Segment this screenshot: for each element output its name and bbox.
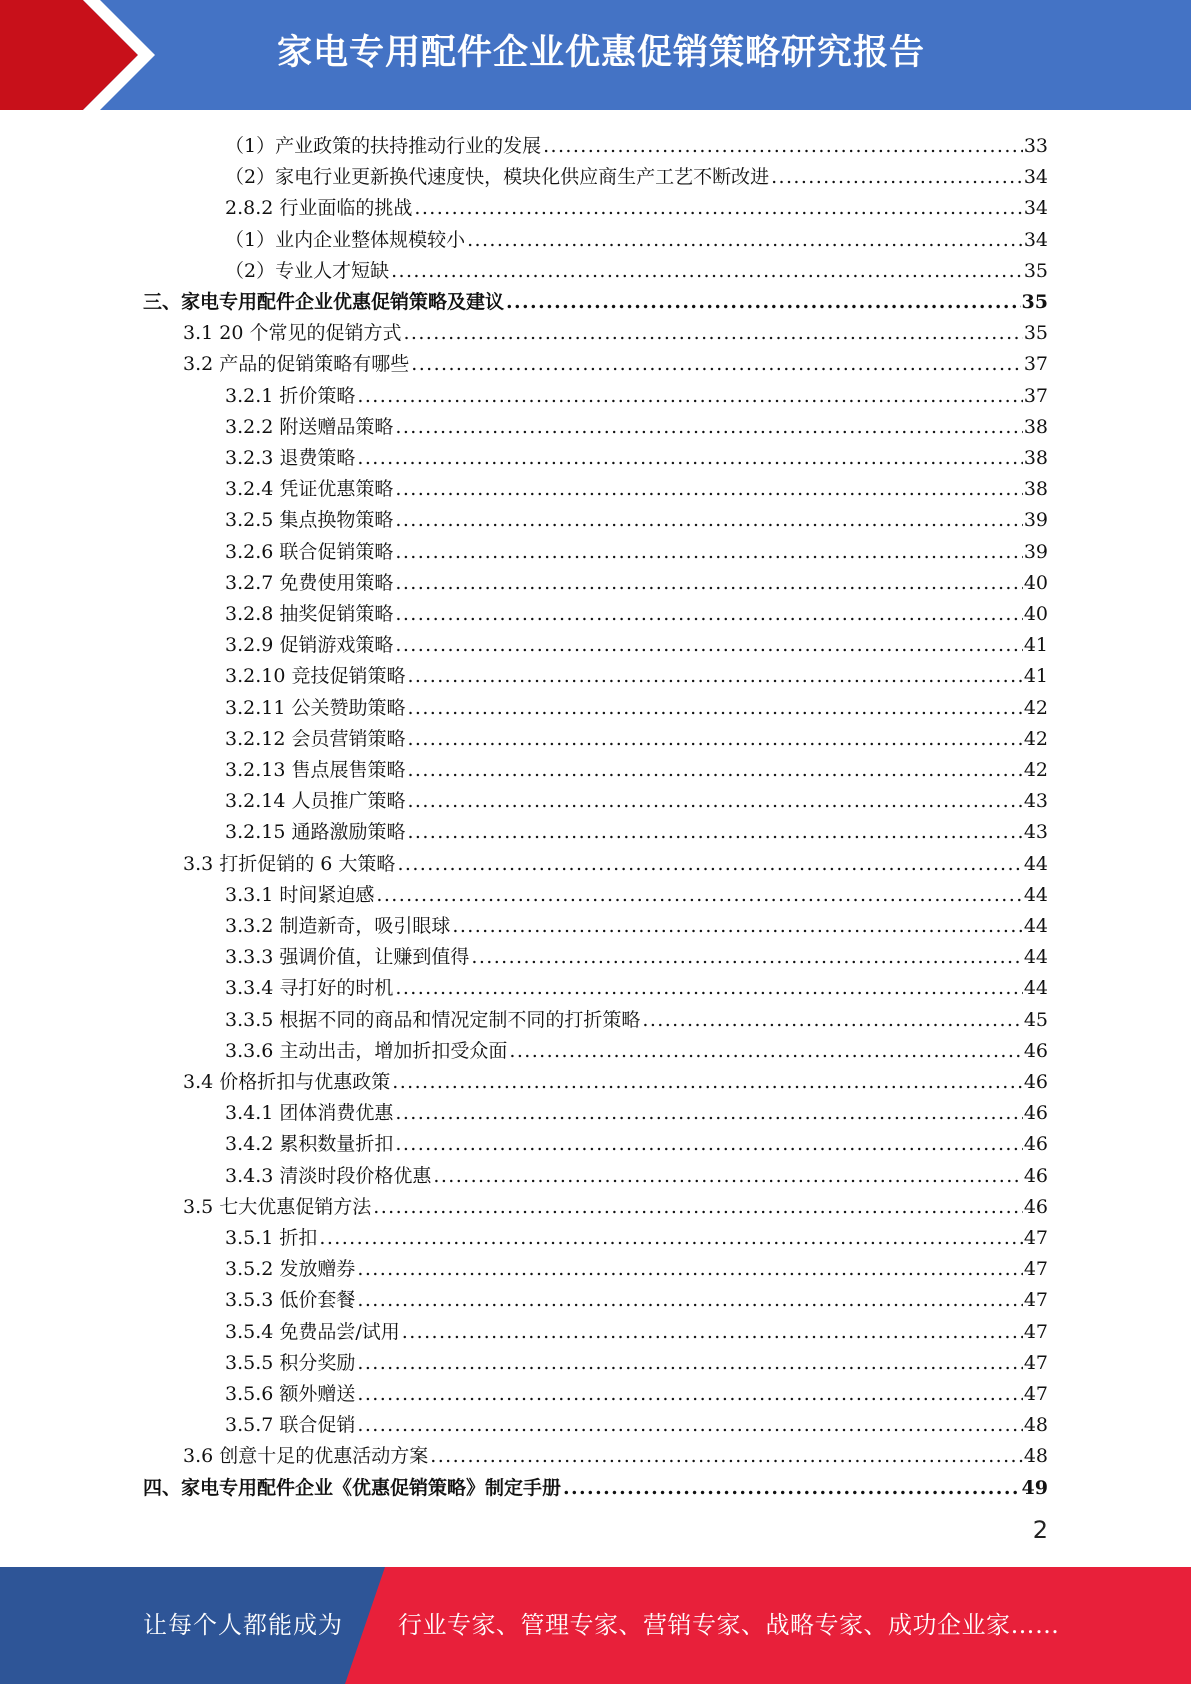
toc-entry-page: 34: [1023, 197, 1048, 219]
toc-leader-dots: [402, 1319, 1023, 1345]
toc-entry-label: 3.2.10 竞技促销策略: [225, 665, 406, 687]
toc-entry-page: 45: [1023, 1009, 1048, 1031]
toc-entry-page: 43: [1023, 790, 1048, 812]
toc-leader-dots: [395, 570, 1022, 596]
toc-entry-label: 2.8.2 行业面临的挑战: [225, 197, 413, 219]
toc-entry[interactable]: [183, 1189, 1048, 1220]
page-number: 2: [1032, 1516, 1048, 1544]
toc-entry-label: 3.5 七大优惠促销方法: [183, 1196, 372, 1218]
toc-entry[interactable]: [225, 1158, 1048, 1189]
toc-entry-label: 3.3 打折促销的 6 大策略: [183, 853, 396, 875]
toc-entry-label: 3.3.4 寻打好的时机: [225, 977, 394, 999]
toc-entry[interactable]: [225, 752, 1048, 783]
toc-entry[interactable]: [225, 1126, 1048, 1157]
toc-entry-page: 34: [1023, 229, 1048, 251]
toc-entry[interactable]: [225, 1345, 1048, 1376]
toc-entry-page: 46: [1023, 1196, 1048, 1218]
toc-leader-dots: [407, 695, 1022, 721]
toc-entry-label: 3.2.4 凭证优惠策略: [225, 478, 394, 500]
toc-entry[interactable]: [225, 1314, 1048, 1345]
toc-entry[interactable]: [225, 690, 1048, 721]
toc-entry[interactable]: [225, 627, 1048, 658]
toc-entry-label: 3.5.2 发放赠券: [225, 1258, 356, 1280]
toc-leader-dots: [467, 227, 1023, 253]
toc-leader-dots: [395, 539, 1022, 565]
toc-entry-page: 38: [1023, 416, 1048, 438]
toc-entry-label: （2）专业人才短缺: [225, 260, 390, 282]
toc-entry-page: 34: [1023, 166, 1048, 188]
toc-entry-label: 3.5.5 积分奖励: [225, 1352, 356, 1374]
toc-entry[interactable]: [225, 190, 1048, 221]
toc-leader-dots: [395, 476, 1022, 502]
toc-entry-page: 46: [1023, 1071, 1048, 1093]
toc-entry[interactable]: [143, 284, 1048, 315]
toc-entry[interactable]: [225, 440, 1048, 471]
toc-entry-page: 42: [1023, 728, 1048, 750]
toc-entry-label: 3.6 创意十足的优惠活动方案: [183, 1445, 429, 1467]
toc-leader-dots: [357, 1412, 1022, 1438]
toc-entry-page: 44: [1023, 853, 1048, 875]
toc-entry-label: 3.5.6 额外赠送: [225, 1383, 356, 1405]
toc-leader-dots: [407, 663, 1022, 689]
toc-entry-page: 43: [1023, 821, 1048, 843]
toc-entry-label: 3.2.7 免费使用策略: [225, 572, 394, 594]
toc-entry[interactable]: [183, 846, 1048, 877]
toc-entry[interactable]: [225, 1251, 1048, 1282]
toc-entry[interactable]: [225, 471, 1048, 502]
toc-entry-label: 3.4.2 累积数量折扣: [225, 1133, 394, 1155]
toc-entry-page: 47: [1023, 1352, 1048, 1374]
toc-entry-label: 3.3.1 时间紧迫感: [225, 884, 375, 906]
toc-leader-dots: [319, 1225, 1022, 1251]
toc-entry-page: 39: [1023, 541, 1048, 563]
toc-leader-dots: [642, 1007, 1022, 1033]
toc-entry-page: 33: [1023, 135, 1048, 157]
toc-leader-dots: [407, 788, 1022, 814]
toc-entry-label: 3.3.2 制造新奇，吸引眼球: [225, 915, 451, 937]
toc-entry-page: 48: [1023, 1445, 1048, 1467]
toc-entry[interactable]: [225, 378, 1048, 409]
toc-entry[interactable]: [225, 502, 1048, 533]
toc-leader-dots: [411, 351, 1023, 377]
toc-entry-page: 41: [1023, 634, 1048, 656]
toc-entry-page: 47: [1023, 1289, 1048, 1311]
toc-entry[interactable]: [183, 1438, 1048, 1469]
toc-leader-dots: [397, 851, 1022, 877]
toc-entry-page: 46: [1023, 1102, 1048, 1124]
toc-entry[interactable]: [225, 222, 1048, 253]
toc-leader-dots: [376, 882, 1022, 908]
toc-leader-dots: [414, 195, 1022, 221]
report-title: 家电专用配件企业优惠促销策略研究报告: [277, 33, 926, 73]
toc-leader-dots: [452, 913, 1022, 939]
toc-entry[interactable]: [225, 1376, 1048, 1407]
header-bar: [0, 0, 1191, 110]
toc-entry[interactable]: [225, 596, 1048, 627]
toc-entry-label: （2）家电行业更新换代速度快，模块化供应商生产工艺不断改进: [225, 166, 770, 188]
footer-slogan-right: 行业专家、管理专家、营销专家、战略专家、成功企业家……: [398, 1611, 1060, 1639]
toc-entry-page: 35: [1021, 291, 1048, 313]
toc-entry[interactable]: [225, 128, 1048, 159]
toc-entry[interactable]: [225, 1282, 1048, 1313]
toc-leader-dots: [509, 1038, 1022, 1064]
toc-leader-dots: [395, 975, 1022, 1001]
toc-leader-dots: [407, 726, 1022, 752]
toc-entry-page: 44: [1023, 884, 1048, 906]
toc-entry-label: （1）业内企业整体规模较小: [225, 229, 466, 251]
toc-leader-dots: [563, 1475, 1021, 1501]
toc-leader-dots: [357, 1381, 1022, 1407]
toc-entry-label: 3.3.5 根据不同的商品和情况定制不同的打折策略: [225, 1009, 641, 1031]
toc-entry-page: 42: [1023, 697, 1048, 719]
toc-entry-label: 3.2.3 退费策略: [225, 447, 356, 469]
toc-leader-dots: [471, 944, 1022, 970]
toc-entry[interactable]: [225, 159, 1048, 190]
toc-entry-page: 39: [1023, 509, 1048, 531]
toc-entry-label: （1）产业政策的扶持推动行业的发展: [225, 135, 542, 157]
toc-entry-label: 3.2.13 售点展售策略: [225, 759, 406, 781]
toc-entry-label: 3.5.4 免费品尝/试用: [225, 1321, 400, 1343]
toc-leader-dots: [395, 414, 1022, 440]
toc-entry-page: 41: [1023, 665, 1048, 687]
toc-leader-dots: [407, 757, 1022, 783]
toc-entry-label: 3.4.3 清淡时段价格优惠: [225, 1165, 432, 1187]
toc-leader-dots: [395, 601, 1022, 627]
toc-entry[interactable]: [225, 1407, 1048, 1438]
toc-entry-page: 44: [1023, 977, 1048, 999]
toc-entry-page: 46: [1023, 1040, 1048, 1062]
toc-leader-dots: [357, 383, 1022, 409]
toc-entry-label: 3.2.12 会员营销策略: [225, 728, 406, 750]
toc-entry[interactable]: [225, 1095, 1048, 1126]
toc-entry[interactable]: [225, 814, 1048, 845]
toc-leader-dots: [357, 1256, 1022, 1282]
toc-entry[interactable]: [225, 877, 1048, 908]
toc-entry-label: 3.2.5 集点换物策略: [225, 509, 394, 531]
toc-entry-label: 3.2 产品的促销策略有哪些: [183, 353, 410, 375]
toc-entry-page: 49: [1021, 1477, 1048, 1499]
toc-entry-label: 3.2.11 公关赞助策略: [225, 697, 406, 719]
toc-entry-page: 44: [1023, 915, 1048, 937]
toc-entry-label: 3.5.3 低价套餐: [225, 1289, 356, 1311]
toc-entry-page: 35: [1023, 322, 1048, 344]
toc-entry-page: 40: [1023, 572, 1048, 594]
toc-entry[interactable]: [143, 1470, 1048, 1501]
toc-entry[interactable]: [225, 253, 1048, 284]
toc-entry-label: 3.1 20 个常见的促销方式: [183, 322, 402, 344]
footer-slogan-left: 让每个人都能成为: [143, 1611, 343, 1639]
toc-entry[interactable]: [225, 534, 1048, 565]
toc-entry-label: 四、家电专用配件企业《优惠促销策略》制定手册: [143, 1477, 562, 1499]
toc-leader-dots: [392, 1069, 1023, 1095]
toc-entry[interactable]: [183, 1064, 1048, 1095]
toc-entry-page: 44: [1023, 946, 1048, 968]
toc-entry[interactable]: [225, 565, 1048, 596]
toc-entry[interactable]: [225, 783, 1048, 814]
toc-entry-page: 46: [1023, 1133, 1048, 1155]
toc-entry[interactable]: [225, 658, 1048, 689]
toc-entry[interactable]: [225, 1033, 1048, 1064]
toc-leader-dots: [357, 1287, 1022, 1313]
toc-entry-page: 37: [1023, 353, 1048, 375]
toc-entry[interactable]: [225, 908, 1048, 939]
toc-entry[interactable]: [225, 409, 1048, 440]
toc-entry[interactable]: [225, 939, 1048, 970]
toc-leader-dots: [771, 164, 1023, 190]
toc-entry[interactable]: [225, 970, 1048, 1001]
toc-entry-label: 3.4 价格折扣与优惠政策: [183, 1071, 391, 1093]
toc-entry-label: 3.2.6 联合促销策略: [225, 541, 394, 563]
footer-bar: [0, 1567, 1191, 1684]
toc-entry-label: 3.5.1 折扣: [225, 1227, 318, 1249]
toc-leader-dots: [395, 507, 1022, 533]
header-arrow-decoration: [0, 0, 160, 110]
toc-entry-label: 3.2.9 促销游戏策略: [225, 634, 394, 656]
toc-leader-dots: [430, 1443, 1023, 1469]
toc-entry-page: 35: [1023, 260, 1048, 282]
toc-entry-page: 37: [1023, 385, 1048, 407]
toc-leader-dots: [506, 289, 1021, 315]
toc-leader-dots: [403, 320, 1022, 346]
toc-leader-dots: [395, 1100, 1022, 1126]
toc-entry-page: 38: [1023, 478, 1048, 500]
toc-entry-label: 3.5.7 联合促销: [225, 1414, 356, 1436]
toc-entry-page: 47: [1023, 1227, 1048, 1249]
toc-leader-dots: [391, 258, 1023, 284]
toc-entry-page: 47: [1023, 1321, 1048, 1343]
toc-entry-page: 46: [1023, 1165, 1048, 1187]
toc-entry-label: 3.4.1 团体消费优惠: [225, 1102, 394, 1124]
toc-entry-page: 42: [1023, 759, 1048, 781]
toc-leader-dots: [373, 1194, 1023, 1220]
toc-entry-label: 3.3.6 主动出击，增加折扣受众面: [225, 1040, 508, 1062]
toc-entry-label: 3.2.2 附送赠品策略: [225, 416, 394, 438]
toc-entry[interactable]: [183, 315, 1048, 346]
toc-entry-page: 47: [1023, 1258, 1048, 1280]
toc-leader-dots: [543, 133, 1023, 159]
toc-entry[interactable]: [225, 721, 1048, 752]
toc-entry-page: 40: [1023, 603, 1048, 625]
toc-entry-page: 38: [1023, 447, 1048, 469]
toc-entry-label: 3.2.15 通路激励策略: [225, 821, 406, 843]
toc-leader-dots: [407, 819, 1022, 845]
toc-leader-dots: [433, 1163, 1022, 1189]
toc-leader-dots: [357, 1350, 1022, 1376]
toc-entry[interactable]: [225, 1220, 1048, 1251]
toc-leader-dots: [395, 1131, 1022, 1157]
toc-entry[interactable]: [183, 346, 1048, 377]
toc-leader-dots: [357, 445, 1022, 471]
toc-entry[interactable]: [225, 1002, 1048, 1033]
toc-leader-dots: [395, 632, 1022, 658]
toc-entry-label: 3.2.8 抽奖促销策略: [225, 603, 394, 625]
toc-entry-label: 3.2.14 人员推广策略: [225, 790, 406, 812]
toc-entry-label: 三、家电专用配件企业优惠促销策略及建议: [143, 291, 505, 313]
toc-entry-label: 3.3.3 强调价值，让赚到值得: [225, 946, 470, 968]
toc-entry-label: 3.2.1 折价策略: [225, 385, 356, 407]
toc-entry-page: 47: [1023, 1383, 1048, 1405]
toc-entry-page: 48: [1023, 1414, 1048, 1436]
